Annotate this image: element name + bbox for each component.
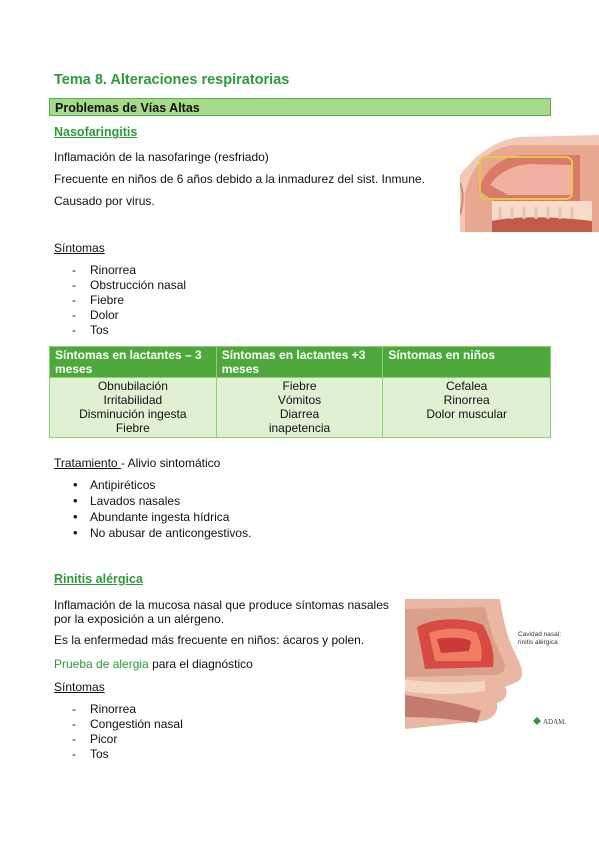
table-cell xyxy=(50,378,217,438)
table-cell xyxy=(383,378,551,438)
table-cell xyxy=(216,378,383,438)
list-item: • Lavados nasales xyxy=(54,493,251,509)
list-item: - Congestión nasal xyxy=(54,717,183,732)
table-header-row xyxy=(50,347,551,378)
cell-line: inapetencia xyxy=(268,421,331,435)
list-item: • No abusar de anticongestivos. xyxy=(54,525,251,541)
table-row xyxy=(50,378,551,438)
rinitis-heading: Rinitis alérgica xyxy=(54,572,143,586)
diagnostico-text: para el diagnóstico xyxy=(148,657,253,671)
rinitis-image xyxy=(405,599,574,735)
rinitis-sintomas-label: Síntomas xyxy=(54,680,105,694)
cell-line: Irritabilidad xyxy=(103,393,163,407)
page-title: Tema 8. Alteraciones respiratorias xyxy=(54,72,290,88)
list-item: - Rinorrea xyxy=(54,263,186,278)
list-item: • Antipiréticos xyxy=(54,477,251,493)
list-item: - Picor xyxy=(54,732,183,747)
list-item: - Tos xyxy=(54,747,183,762)
list-item: - Dolor xyxy=(54,308,186,323)
prueba-alergia-text: Prueba de alergia xyxy=(54,657,149,671)
naso-line-1: Inflamación de la nasofaringe (resfriado) xyxy=(54,150,269,164)
rinitis-line-1b: por la exposición a un alérgeno. xyxy=(54,612,225,626)
cell-line: Fiebre xyxy=(115,421,150,435)
rinitis-line-2: Es la enfermedad más frecuente en niños: ácaros y polen. xyxy=(54,633,365,647)
rinitis-image-caption-2: rinitis alérgica xyxy=(518,639,558,646)
naso-sintomas-list xyxy=(54,263,186,338)
naso-line-2: Frecuente en niños de 6 años debido a la inmadurez del sist. Inmune. xyxy=(54,172,425,186)
list-item: - Fiebre xyxy=(54,293,186,308)
cell-line: Disminución ingesta xyxy=(79,407,187,421)
cell-line: Obnubilación xyxy=(97,379,168,393)
adam-logo-text: ADAM. xyxy=(543,718,567,726)
table-header-cell: Síntomas en niños xyxy=(383,347,551,378)
table-header-cell: Síntomas en lactantes – 3 meses xyxy=(50,347,217,378)
cell-line: Fiebre xyxy=(282,379,317,393)
list-item: - Obstrucción nasal xyxy=(54,278,186,293)
cell-line: Vómitos xyxy=(277,393,322,407)
list-item: - Tos xyxy=(54,323,186,338)
tratamiento-text: - Alivio sintomático xyxy=(120,456,221,470)
nasofaringitis-heading: Nasofaringitis xyxy=(54,125,138,139)
cell-line: Dolor muscular xyxy=(426,407,508,421)
list-item: - Rinorrea xyxy=(54,702,183,717)
tratamiento-line xyxy=(54,456,220,470)
naso-sintomas-label: Síntomas xyxy=(54,241,105,255)
cell-line: Diarrea xyxy=(279,407,320,421)
tratamiento-list xyxy=(54,477,251,541)
tratamiento-label: Tratamiento xyxy=(54,456,121,470)
rinitis-line-1a: Inflamación de la mucosa nasal que produce síntomas nasales xyxy=(54,598,389,612)
rinitis-sintomas-list xyxy=(54,702,183,762)
sintomas-table xyxy=(49,346,551,438)
cell-line: Cefalea xyxy=(445,379,488,393)
rinitis-line-3 xyxy=(54,657,253,671)
rinitis-image-caption-1: Cavidad nasal: xyxy=(518,631,561,638)
list-item: • Abundante ingesta hídrica xyxy=(54,509,251,525)
nasopharynx-image xyxy=(460,135,599,232)
table-header-cell: Síntomas en lactantes +3 meses xyxy=(216,347,383,378)
section-header: Problemas de Vías Altas xyxy=(49,98,551,116)
naso-line-3: Causado por virus. xyxy=(54,194,155,208)
cell-line: Rinorrea xyxy=(443,393,490,407)
